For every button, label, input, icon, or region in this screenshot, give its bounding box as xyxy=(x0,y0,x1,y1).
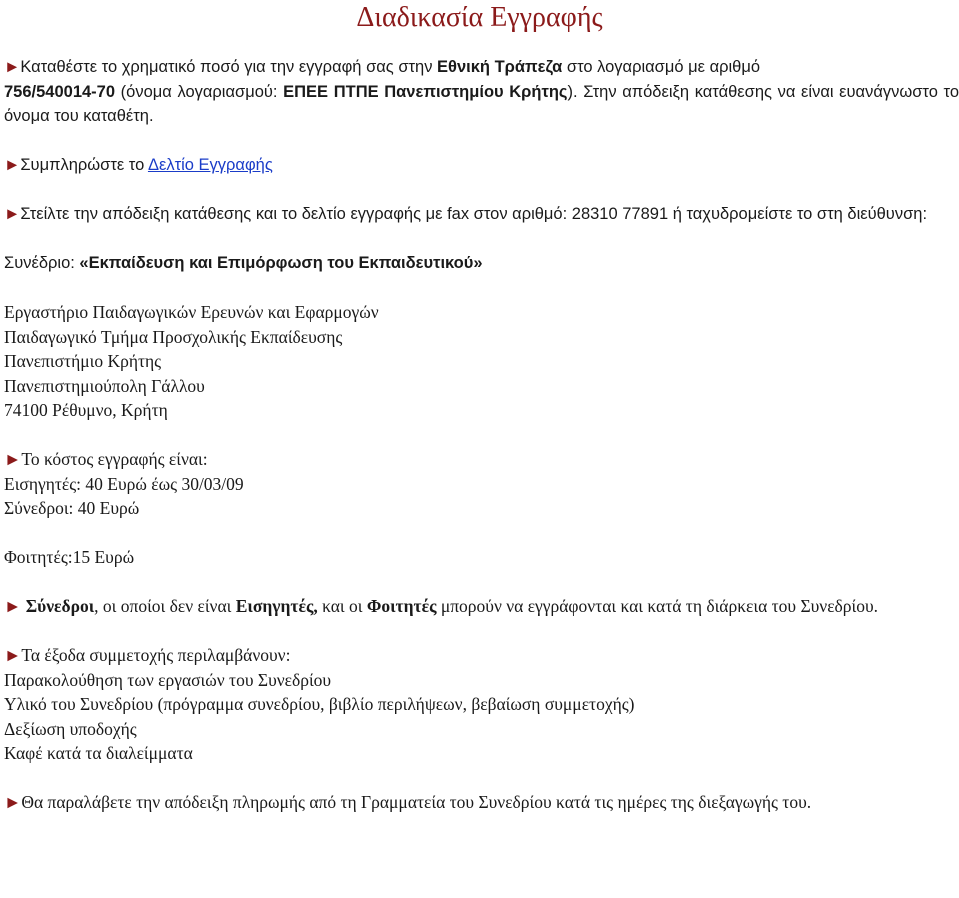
account-number: 756/540014-70 xyxy=(4,82,116,101)
content xyxy=(4,55,959,815)
includes-heading: ►Τα έξοδα συμμετοχής περιλαμβάνουν: xyxy=(4,645,291,665)
cost-speakers: Εισηγητές: 40 Ευρώ έως 30/03/09 xyxy=(4,473,244,494)
includes-item: Υλικό του Συνεδρίου (πρόγραμμα συνεδρίου, βιβλίο περιλήψεων, βεβαίωση συμμετοχής) xyxy=(4,694,635,714)
arrow-icon: ► xyxy=(4,596,22,616)
registration-form-link[interactable]: Δελτίο Εγγραφής xyxy=(147,156,273,174)
conference-name: «Εκπαίδευση και Επιμόρφωση του Εκπαιδευτικού» xyxy=(79,254,483,272)
cost-students: Φοιτητές:15 Ευρώ xyxy=(4,547,135,567)
arrow-icon: ► xyxy=(4,58,21,76)
form-paragraph: ►Συμπληρώστε το Δελτίο Εγγραφής xyxy=(4,156,273,174)
final-paragraph: ►Θα παραλάβετε την απόδειξη πληρωμής από τη Γραμματεία του Συνεδρίου κατά τις ημέρες της διεξαγωγής του. xyxy=(4,792,812,812)
address-line: Πανεπιστημιούπολη Γάλλου xyxy=(4,375,205,396)
account-name: ΕΠΕΕ ΠΤΠΕ Πανεπιστημίου Κρήτης xyxy=(283,82,568,101)
arrow-icon: ► xyxy=(4,156,21,174)
arrow-icon: ► xyxy=(4,205,21,223)
page-title: Διαδικασία Εγγραφής xyxy=(356,2,603,33)
includes-item: Παρακολούθηση των εργασιών του Συνεδρίου xyxy=(4,669,332,690)
send-paragraph: ►Στείλτε την απόδειξη κατάθεσης και το δελτίο εγγραφής με fax στον αριθμό: 28310 77891 ή ταχυδρομείστε το στη διεύθυνση: xyxy=(4,205,928,223)
includes-item: Καφέ κατά τα διαλείμματα xyxy=(4,743,193,763)
cost-attendees: Σύνεδροι: 40 Ευρώ xyxy=(4,498,140,518)
conference-line: Συνέδριο: «Εκπαίδευση και Επιμόρφωση του Εκπαιδευτικού» xyxy=(4,254,483,272)
note-paragraph: ► Σύνεδροι, οι οποίοι δεν είναι Εισηγητές, και οι Φοιτητές μπορούν να εγγράφονται και κατά τη διάρκεια του Συνεδρίου. xyxy=(4,596,879,616)
address-line: 74100 Ρέθυμνο, Κρήτη xyxy=(4,400,168,420)
includes-item: Δεξίωση υποδοχής xyxy=(4,718,137,739)
bank-name: Εθνική Τράπεζα xyxy=(437,58,563,76)
cost-heading: ►Το κόστος εγγραφής είναι: xyxy=(4,449,208,469)
arrow-icon: ► xyxy=(4,449,22,469)
address-line: Πανεπιστήμιο Κρήτης xyxy=(4,351,162,371)
arrow-icon: ► xyxy=(4,792,22,812)
arrow-icon: ► xyxy=(4,645,22,665)
address-line: Παιδαγωγικό Τμήμα Προσχολικής Εκπαίδευσης xyxy=(4,326,343,347)
address-line: Εργαστήριο Παιδαγωγικών Ερευνών και Εφαρμογών xyxy=(4,302,379,322)
deposit-paragraph: ►Καταθέστε το χρηματικό ποσό για την εγγραφή σας στην Εθνική Τράπεζα στο λογαριασμό με αριθμό 756/540014-70 (όνομα λογαριασμού: ΕΠΕΕ ΠΤΠΕ Πανεπιστημίου Κρήτης). Στην απόδειξη κατάθεσης να είναι ευανάγνωστο το όνομα του καταθέτη. xyxy=(4,58,959,125)
